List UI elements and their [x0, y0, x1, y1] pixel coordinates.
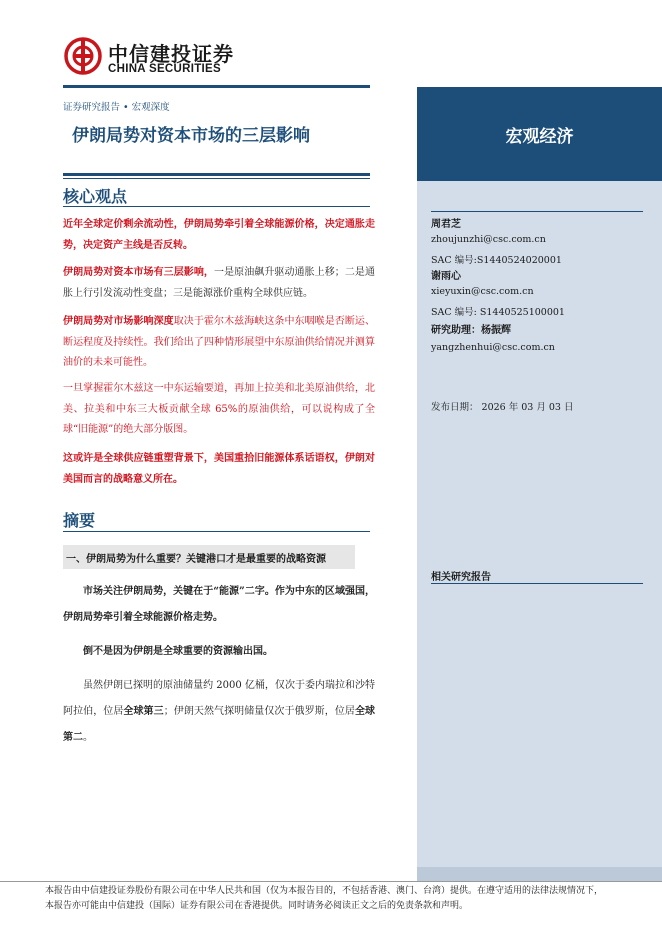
related-reports-heading: 相关研究报告 — [431, 572, 491, 583]
footer-disclaimer — [45, 884, 662, 914]
analyst-name: 谢雨心 — [431, 271, 461, 282]
analyst-email[interactable]: zhoujunzhi@csc.com.cn — [431, 234, 546, 245]
analyst-sac: SAC 编号:S1440524020001 — [431, 255, 562, 266]
research-assistant: 研究助理：杨振辉 — [431, 325, 511, 336]
footer-divider — [0, 881, 662, 882]
sidebar-footer-band — [417, 867, 662, 881]
summary-paragraph-2: 倒不是因为伊朗是全球重要的资源输出国。 — [83, 646, 273, 657]
analyst-email[interactable]: xieyuxin@csc.com.cn — [431, 286, 534, 297]
category-label: 宏观经济 — [505, 127, 574, 147]
core-point-5: 这或许是全球供应链重塑背景下，美国重拾旧能源体系话语权，伊朗对美国而言的战略意义所在。 — [63, 453, 375, 485]
sidebar-divider — [431, 211, 643, 212]
core-point-1: 近年全球定价剩余流动性，伊朗局势牵引着全球能源价格，决定通胀走势，决定资产主线是否反转。 — [63, 219, 375, 251]
core-views-divider — [63, 206, 370, 207]
summary-text: 。 — [83, 732, 93, 743]
summary-paragraph-1: 市场关注伊朗局势，关键在于“能源”二字。作为中东的区域强国，伊朗局势牵引着全球能源价格走势。 — [63, 586, 375, 623]
footer-line-2: 本报告亦可能由中信建投（国际）证券有限公司在香港提供。同时请务必阅读正文之后的免责条款和声明。 — [45, 901, 469, 911]
summary-text: ；伊朗天然气探明储量仅次于俄罗斯，位居 — [163, 706, 355, 717]
core-point-3-rest: 取决于霍尔木兹海峡这条中东咽喉是否断运、断运程度及持续性。我们给出了四种情形展望中东原油供给情况并测算油价的未来可能性。 — [63, 316, 376, 368]
core-point-2 — [63, 263, 375, 304]
report-type: 证券研究报告 • 宏观深度 — [63, 102, 170, 113]
assistant-email[interactable]: yangzhenhui@csc.com.cn — [431, 342, 555, 353]
title-divider — [63, 173, 370, 176]
header-divider — [63, 85, 370, 88]
footer-line-1: 本报告由中信建投证券股份有限公司在中华人民共和国（仅为本报告目的，不包括香港、澳门、台湾）提供。在遵守适用的法律法规情况下， — [45, 886, 604, 896]
publish-date: 发布日期： 2026 年 03 月 03 日 — [431, 402, 574, 413]
logo-icon — [64, 37, 102, 75]
summary-text: 虽然伊朗已探明的原油储量约 2000 亿桶，仅次于委内瑞拉和沙特阿拉伯，位居 — [63, 680, 375, 717]
sidebar — [417, 181, 662, 867]
core-point-4: 一旦掌握霍尔木兹这一中东运输要道，再加上拉美和北美原油供给，北美、拉美和中东三大板贡献全球 65%的原油供给，可以说构成了全球“旧能源”的绝大部分版图。 — [63, 383, 375, 435]
summary-paragraph-3 — [63, 673, 375, 751]
core-views-heading: 核心观点 — [63, 187, 128, 206]
summary-emphasis: 全球第二 — [63, 706, 376, 743]
core-point-3-lead: 伊朗局势对市场影响深度 — [63, 316, 174, 327]
summary-heading: 摘要 — [63, 511, 96, 530]
core-point-2-rest: 一是原油飙升驱动通胀上移；二是通胀上行引发流动性变盘；三是能源涨价重构全球供应链。 — [63, 267, 375, 299]
related-divider — [431, 583, 643, 584]
analyst-sac: SAC 编号: S1440525100001 — [431, 307, 565, 318]
core-point-2-lead: 伊朗局势对资本市场有三层影响， — [63, 267, 214, 278]
title-divider-thin — [63, 178, 370, 179]
analyst-name: 周君芝 — [431, 219, 461, 230]
page-title: 伊朗局势对资本市场的三层影响 — [72, 126, 310, 146]
core-point-3 — [63, 312, 375, 374]
logo-text-cn: 中信建投证券 — [108, 42, 234, 66]
section-heading: 一、伊朗局势为什么重要？关键港口才是最重要的战略资源 — [66, 554, 326, 565]
summary-divider — [63, 531, 370, 532]
logo-text-en: CHINA SECURITIES — [108, 63, 221, 75]
summary-emphasis: 全球第三 — [123, 706, 164, 717]
